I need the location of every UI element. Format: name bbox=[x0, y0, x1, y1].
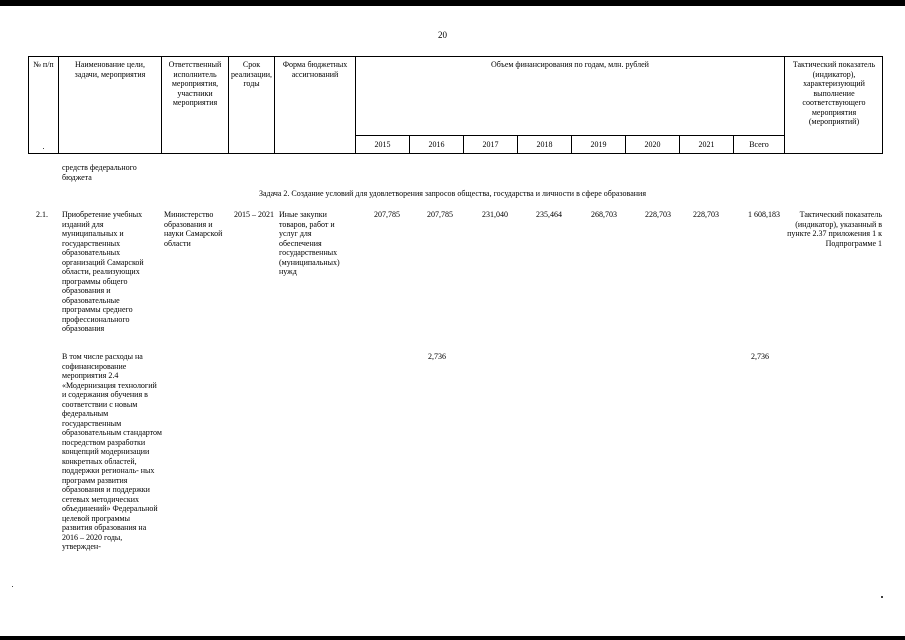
scan-speck bbox=[881, 596, 883, 598]
value-cell: 228,703 bbox=[645, 210, 671, 219]
task-title: Задача 2. Создание условий для удовлетворения запросов общества, государства и личности в сфере образования bbox=[258, 189, 646, 198]
col-rule bbox=[882, 56, 883, 154]
year-label: 2016 bbox=[428, 140, 445, 149]
year-label: 2018 bbox=[536, 140, 553, 149]
header-funding: Объем финансирования по годам, млн. рублей bbox=[491, 60, 649, 69]
subrow-name: В том числе расходы на софинансирование мероприятия 2.4 «Модернизация технологий и содержания обучения в соответствии с новым федеральным государственным образовательным стандартом посредством разработки концепций модернизации конкретных областей, поддержки региональ- ных программ развития образования и поддержки сетевых методических объединений» Федеральной целевой программы развития образования на 2016 – 2020 годы, утвержден- bbox=[62, 352, 162, 551]
row-form: Иные закупки товаров, работ и услуг для обеспечения государственных (муниципальных) нужд bbox=[279, 210, 340, 276]
col-rule bbox=[784, 56, 785, 154]
header-name: Наименование цели, задачи, мероприятия bbox=[74, 60, 146, 79]
table-header bbox=[28, 56, 883, 154]
year-label: 2021 bbox=[698, 140, 715, 149]
years-rule bbox=[355, 135, 784, 136]
total-cell: 1 608,183 bbox=[748, 210, 780, 219]
value-cell: 228,703 bbox=[693, 210, 719, 219]
subrow-total: 2,736 bbox=[751, 352, 769, 361]
scan-bottom-border bbox=[0, 636, 905, 640]
header-top-rule bbox=[28, 56, 883, 57]
row-indicator: Тактический показатель (индикатор), указанный в пункте 2.37 приложения 1 к Подпрограмме 1 bbox=[787, 210, 882, 248]
scan-speck bbox=[12, 586, 13, 587]
value-cell: 231,040 bbox=[482, 210, 508, 219]
header-num: № п/п bbox=[33, 60, 54, 69]
header-indicator: Тактический показатель (индикатор), характеризующий выполнение соответствующего мероприятия (мероприятий) bbox=[792, 60, 876, 126]
value-cell: 207,785 bbox=[427, 210, 453, 219]
header-term: Срок реализации, годы bbox=[230, 60, 273, 88]
row-number: 2.1. bbox=[36, 210, 48, 219]
value-cell: 268,703 bbox=[591, 210, 617, 219]
scan-top-border bbox=[0, 0, 905, 6]
header-responsible: Ответственный исполнитель мероприятия, участники мероприятия bbox=[168, 60, 222, 107]
col-rule bbox=[28, 56, 29, 154]
col-rule bbox=[274, 56, 275, 154]
year-label: 2017 bbox=[482, 140, 499, 149]
page-number: 20 bbox=[438, 30, 447, 40]
row-responsible: Министерство образования и науки Самарской области bbox=[164, 210, 223, 248]
year-label: 2020 bbox=[644, 140, 661, 149]
value-cell: 235,464 bbox=[536, 210, 562, 219]
row-name: Приобретение учебных изданий для муниципальных и государственных образовательных организаций Самарской области, реализующих программы общего образования и образовательные программы среднего профессионального образования bbox=[62, 210, 144, 333]
header-dot: . bbox=[42, 142, 45, 151]
header-bottom-rule bbox=[28, 153, 883, 154]
year-label: 2015 bbox=[374, 140, 391, 149]
header-form: Форма бюджетных ассигнований bbox=[282, 60, 348, 79]
total-label: Всего bbox=[749, 140, 769, 149]
value-cell: 207,785 bbox=[374, 210, 400, 219]
col-rule bbox=[161, 56, 162, 154]
carryover-text: средств федерального бюджета bbox=[62, 163, 137, 182]
year-label: 2019 bbox=[590, 140, 607, 149]
row-term: 2015 – 2021 bbox=[234, 210, 274, 219]
subrow-value-2016: 2,736 bbox=[428, 352, 446, 361]
col-rule bbox=[58, 56, 59, 154]
